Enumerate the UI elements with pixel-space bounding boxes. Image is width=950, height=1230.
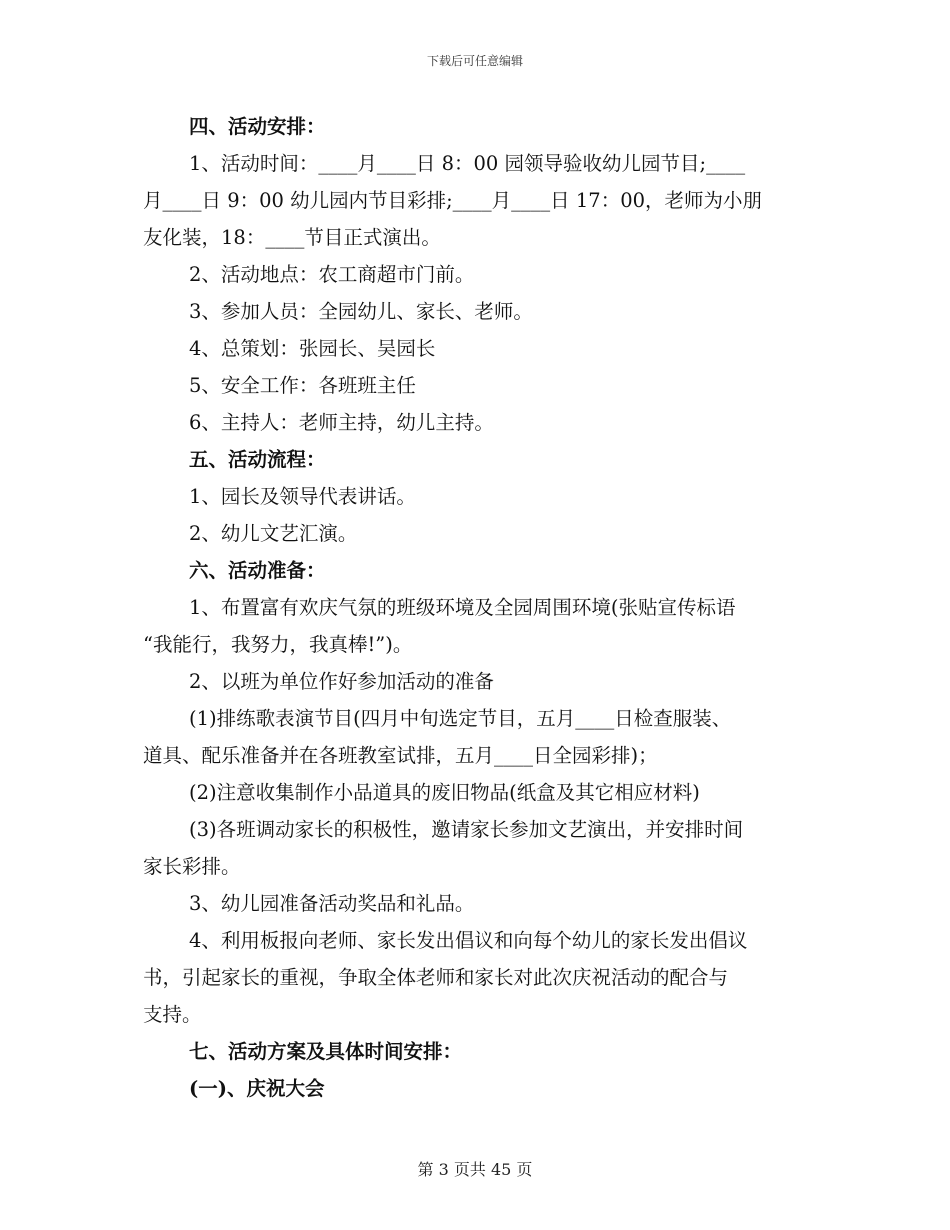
line-11: 1、园长及领导代表讲话。 (189, 485, 416, 508)
line-4: 友化装，18：____节目正式演出。 (143, 226, 441, 249)
line-24: 书，引起家长的重视，争取全体老师和家长对此次庆祝活动的配合与 (143, 966, 729, 989)
line-16: 2、以班为单位作好参加活动的准备 (189, 670, 494, 693)
line-18: 道具、配乐准备并在各班教室试排，五月____日全园彩排)； (143, 744, 658, 767)
line-27: (一)、庆祝大会 (189, 1077, 325, 1100)
line-6: 3、参加人员：全园幼儿、家长、老师。 (189, 300, 533, 323)
line-10: 五、活动流程： (189, 448, 326, 471)
line-13: 六、活动准备： (189, 559, 326, 582)
line-1: 四、活动安排： (189, 115, 326, 138)
line-15: “我能行，我努力，我真棒!”)。 (143, 633, 413, 656)
line-9: 6、主持人：老师主持，幼儿主持。 (189, 411, 494, 434)
page-footer-number: 第 3 页共 45 页 (417, 1160, 533, 1179)
line-2: 1、活动时间：____月____日 8：00 园领导验收幼儿园节目;____ (189, 152, 746, 175)
line-8: 5、安全工作：各班班主任 (189, 374, 416, 397)
line-25: 支持。 (143, 1003, 202, 1026)
line-7: 4、总策划：张园长、吴园长 (189, 337, 436, 360)
line-26: 七、活动方案及具体时间安排： (189, 1040, 463, 1063)
line-17: (1)排练歌表演节目(四月中旬选定节目，五月____日检查服装、 (189, 707, 732, 730)
line-20: (3)各班调动家长的积极性，邀请家长参加文艺演出，并安排时间 (189, 818, 744, 841)
line-21: 家长彩排。 (143, 855, 241, 878)
document-body (143, 108, 808, 1107)
line-23: 4、利用板报向老师、家长发出倡议和向每个幼儿的家长发出倡议 (189, 929, 748, 952)
line-14: 1、布置富有欢庆气氛的班级环境及全园周围环境(张贴宣传标语 (189, 596, 736, 619)
line-22: 3、幼儿园准备活动奖品和礼品。 (189, 892, 475, 915)
page-header-note: 下载后可任意编辑 (426, 54, 523, 68)
line-12: 2、幼儿文艺汇演。 (189, 522, 358, 545)
line-3: 月____日 9：00 幼儿园内节目彩排;____月____日 17：00，老师为小朋 (143, 189, 763, 212)
line-19: (2)注意收集制作小品道具的废旧物品(纸盒及其它相应材料) (189, 781, 700, 804)
line-5: 2、活动地点：农工商超市门前。 (189, 263, 475, 286)
